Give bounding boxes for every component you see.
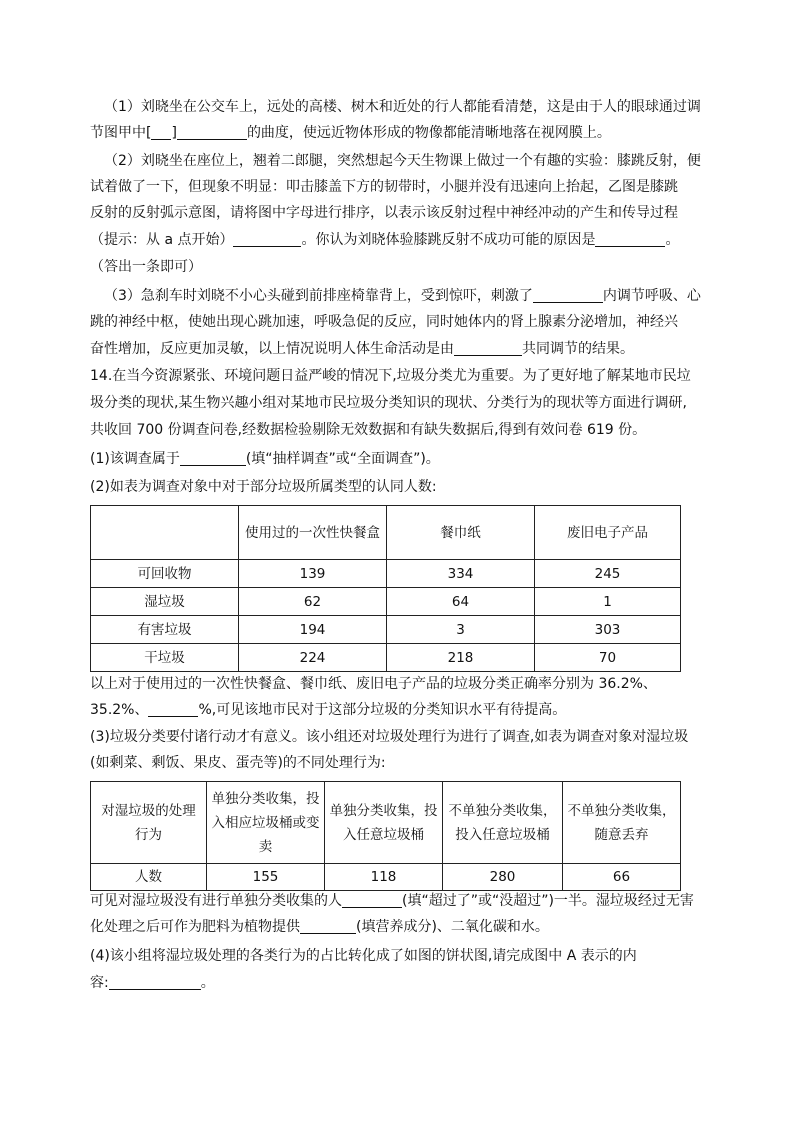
q14-after-table1-text-a: 35.2%、 xyxy=(90,702,149,718)
q14-intro-line3: 共收回 700 份调查问卷,经数据检验剔除无效数据和有缺失数据后,得到有效问卷 619 份。 xyxy=(90,422,647,438)
table-cell: 64 xyxy=(387,588,535,616)
q13-part2-line5: （答出一条即可） xyxy=(90,259,202,275)
table-header-cell: 单独分类收集，投入相应垃圾桶或变卖 xyxy=(207,782,325,864)
answer-blank[interactable] xyxy=(533,287,603,303)
table-row xyxy=(91,616,681,644)
answer-blank[interactable] xyxy=(233,231,301,247)
q14-sub3-line1: (3)垃圾分类要付诸行动才有意义。该小组还对垃圾处理行为进行了调查,如表为调查对象对湿垃圾 xyxy=(90,729,689,745)
table-row xyxy=(91,588,681,616)
q14-after-table2-line2 xyxy=(90,916,710,938)
table-cell: 湿垃圾 xyxy=(91,588,239,616)
table-cell: 62 xyxy=(239,588,387,616)
answer-blank[interactable] xyxy=(595,231,665,247)
table-header-cell: 餐巾纸 xyxy=(387,506,535,560)
q14-sub1-text-a: (1)该调查属于 xyxy=(90,451,180,467)
q14-sub4-line1: (4)该小组将湿垃圾处理的各类行为的占比转化成了如图的饼状图,请完成图中 A 表示的内 xyxy=(90,948,637,964)
table-cell: 70 xyxy=(535,644,681,672)
q13-part3-text-a: 奋性增加，反应更加灵敏，以上情况说明人体生命活动是由 xyxy=(90,341,454,357)
q14-after-table1-line2 xyxy=(90,699,710,721)
table-cell: 334 xyxy=(387,560,535,588)
table-cell: 303 xyxy=(535,616,681,644)
table-header-row xyxy=(91,782,681,864)
table-cell: 218 xyxy=(387,644,535,672)
table-cell: 194 xyxy=(239,616,387,644)
table-cell: 139 xyxy=(239,560,387,588)
table-header-row xyxy=(91,506,681,560)
q14-intro-line2: 圾分类的现状,某生物兴趣小组对某地市民垃圾分类知识的现状、分类行为的现状等方面进行调研, xyxy=(90,395,687,411)
table-cell: 280 xyxy=(443,864,563,891)
q13-part2-line3: 反射的反射弧示意图，请将图中字母进行排序，以表示该反射过程中神经冲动的产生和传导过程 xyxy=(90,205,678,221)
q13-part2-line4 xyxy=(90,229,710,251)
q14-after-table1-text-b: %,可见该地市民对于这部分垃圾的分类知识水平有待提高。 xyxy=(198,702,567,718)
wet-garbage-behavior-table xyxy=(90,781,681,891)
q13-part2-line2: 试着做了一下，但现象不明显：叩击膝盖下方的韧带时，小腿并没有迅速向上抬起，乙图是膝跳 xyxy=(90,179,678,195)
q13-part2-line1: （2）刘晓坐在座位上，翘着二郎腿，突然想起今天生物课上做过一个有趣的实验：膝跳反射，便 xyxy=(104,153,701,169)
table-row xyxy=(91,644,681,672)
table-header-cell: 不单独分类收集，投入任意垃圾桶 xyxy=(443,782,563,864)
table-cell: 有害垃圾 xyxy=(91,616,239,644)
table-header-cell xyxy=(91,506,239,560)
q13-part2-text-c: 。 xyxy=(665,232,680,248)
table-cell: 3 xyxy=(387,616,535,644)
table-cell: 干垃圾 xyxy=(91,644,239,672)
answer-blank[interactable] xyxy=(177,124,247,140)
q14-sub4-text-a: 容: xyxy=(90,975,109,991)
q13-part2-text-a: （提示：从 a 点开始） xyxy=(90,232,234,248)
table-cell: 155 xyxy=(207,864,325,891)
q14-sub1 xyxy=(90,448,710,470)
answer-blank[interactable] xyxy=(109,974,201,990)
table-header-cell: 对湿垃圾的处理行为 xyxy=(91,782,207,864)
table-cell: 可回收物 xyxy=(91,560,239,588)
q14-after-table2-text-a: 可见对湿垃圾没有进行单独分类收集的人 xyxy=(90,893,342,909)
q14-after-table2-text-b: (填营养成分)、二氧化碳和水。 xyxy=(356,919,549,935)
q13-part3-line1 xyxy=(104,285,724,307)
answer-blank[interactable] xyxy=(180,450,246,466)
answer-blank[interactable] xyxy=(342,892,402,908)
table-row xyxy=(91,560,681,588)
answer-blank[interactable] xyxy=(151,124,171,140)
q14-sub3-line2: (如剩菜、剩饭、果皮、蛋壳等)的不同处理行为: xyxy=(90,755,386,771)
q14-sub4-line2 xyxy=(90,972,710,994)
table-cell: 人数 xyxy=(91,864,207,891)
q13-part3-text-a: （3）急刹车时刘晓不小心头碰到前排座椅靠背上，受到惊吓，刺激了 xyxy=(104,288,533,304)
table-row xyxy=(91,864,681,891)
q13-part3-line3 xyxy=(90,338,710,360)
q13-part1-text-c: 的曲度，使远近物体形成的物像都能清晰地落在视网膜上。 xyxy=(246,125,611,141)
q13-part3-line2: 跳的神经中枢，使她出现心跳加速，呼吸急促的反应，同时她体内的肾上腺素分泌增加，神经兴 xyxy=(90,314,678,330)
q14-sub4-text-b: 。 xyxy=(200,975,215,991)
table-cell: 245 xyxy=(535,560,681,588)
answer-blank[interactable] xyxy=(300,918,356,934)
q14-after-table2-line1 xyxy=(90,890,710,912)
q14-intro-line1: 14.在当今资源紧张、环境问题日益严峻的情况下,垃圾分类尤为重要。为了更好地了解某地市民垃 xyxy=(90,368,691,384)
q13-part2-text-b: 。你认为刘晓体验膝跳反射不成功可能的原因是 xyxy=(301,232,596,248)
q14-sub2: (2)如表为调查对象中对于部分垃圾所属类型的认同人数: xyxy=(90,479,437,495)
answer-blank[interactable] xyxy=(454,340,522,356)
q14-sub1-text-b: (填“抽样调查”或“全面调查”)。 xyxy=(245,451,440,467)
q13-part1-line2 xyxy=(90,122,710,144)
table-header-cell: 废旧电子产品 xyxy=(535,506,681,560)
q13-part1-text-b: ] xyxy=(171,125,177,141)
q13-part3-text-b: 共同调节的结果。 xyxy=(522,341,634,357)
q13-part1-line1: （1）刘晓坐在公交车上，远处的高楼、树木和近处的行人都能看清楚，这是由于人的眼球通过调 xyxy=(104,99,701,115)
q14-after-table2-text-a: 化处理之后可作为肥料为植物提供 xyxy=(90,919,300,935)
table-cell: 1 xyxy=(535,588,681,616)
table-header-cell: 单独分类收集，投入任意垃圾桶 xyxy=(325,782,443,864)
table-cell: 224 xyxy=(239,644,387,672)
garbage-type-table xyxy=(90,505,681,672)
q13-part3-text-b: 内调节呼吸、心 xyxy=(602,288,701,304)
q14-after-table2-text-b: (填“超过了”或“没超过”)一半。湿垃圾经过无害 xyxy=(402,893,694,909)
q14-after-table1-line1: 以上对于使用过的一次性快餐盒、餐巾纸、废旧电子产品的垃圾分类正确率分别为 36.2%、 xyxy=(90,676,657,692)
table-cell: 66 xyxy=(563,864,681,891)
q13-part1-text-a: 节图甲中[ xyxy=(90,125,152,141)
table-header-cell: 使用过的一次性快餐盒 xyxy=(239,506,387,560)
answer-blank[interactable] xyxy=(148,701,198,717)
table-cell: 118 xyxy=(325,864,443,891)
table-header-cell: 不单独分类收集，随意丢弃 xyxy=(563,782,681,864)
